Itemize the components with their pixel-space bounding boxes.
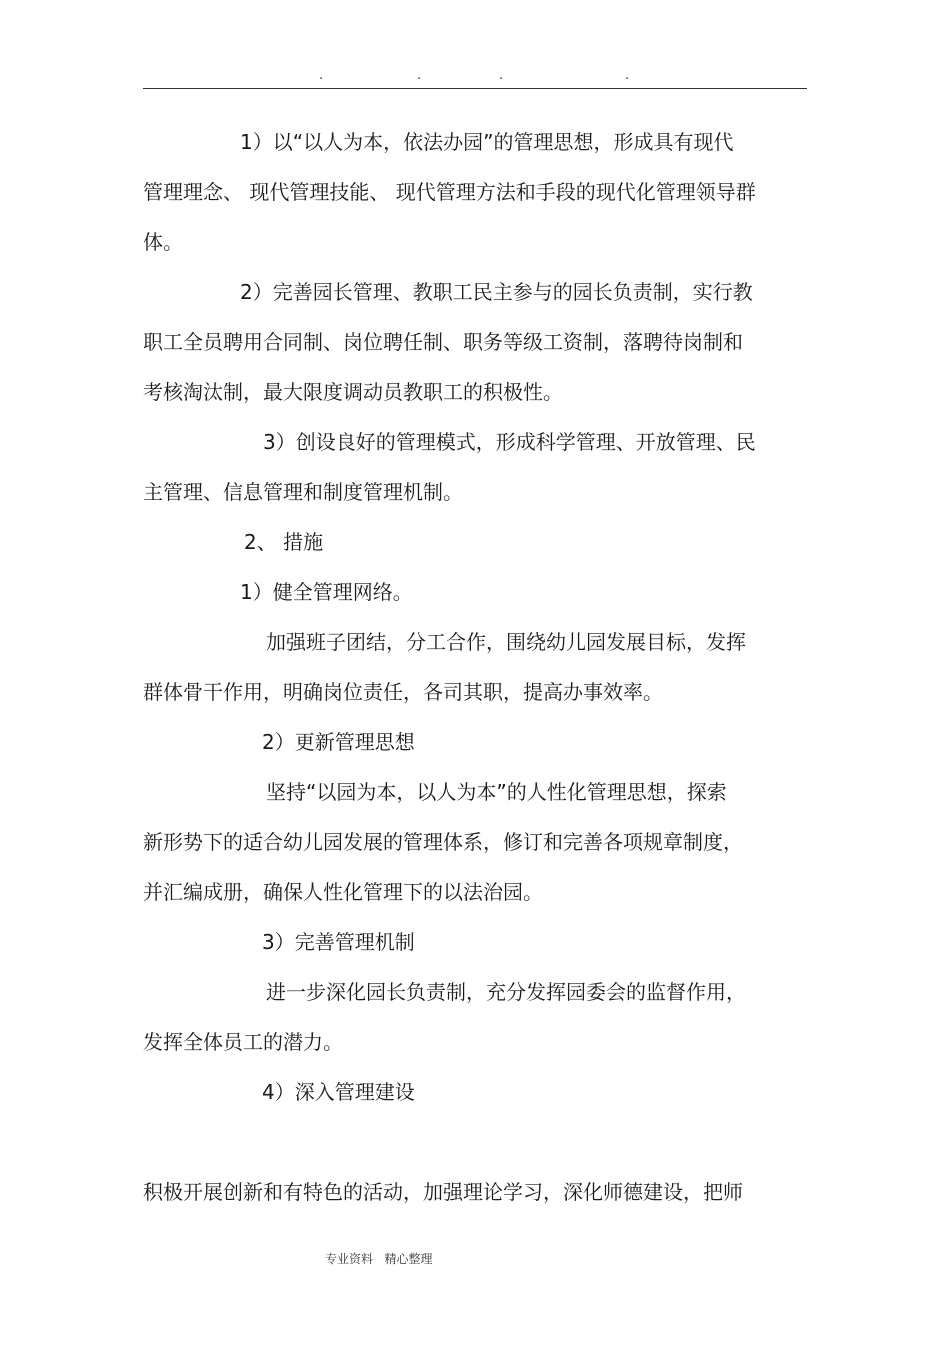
header-dot: . bbox=[319, 68, 324, 83]
subsection-heading: 3）完善管理机制 bbox=[262, 930, 415, 954]
paragraph-line: 2）完善园长管理、教职工民主参与的园长负责制，实行教 bbox=[240, 280, 753, 304]
paragraph-line: 群体骨干作用，明确岗位责任，各司其职，提高办事效率。 bbox=[143, 680, 663, 704]
paragraph-line: 进一步深化园长负责制，充分发挥园委会的监督作用， bbox=[266, 980, 746, 1004]
section-heading: 2、 措施 bbox=[244, 530, 324, 554]
paragraph-line: 新形势下的适合幼儿园发展的管理体系，修订和完善各项规章制度， bbox=[143, 830, 743, 854]
paragraph-line: 加强班子团结，分工合作，围绕幼儿园发展目标，发挥 bbox=[266, 630, 746, 654]
page-footer: 专业资料 精心整理 bbox=[325, 1252, 433, 1266]
header-dots bbox=[0, 68, 950, 84]
paragraph-line: 职工全员聘用合同制、岗位聘任制、职务等级工资制，落聘待岗制和 bbox=[143, 330, 743, 354]
paragraph-line: 并汇编成册，确保人性化管理下的以法治园。 bbox=[143, 880, 543, 904]
paragraph-line: 3）创设良好的管理模式，形成科学管理、开放管理、民 bbox=[263, 430, 756, 454]
subsection-heading: 1）健全管理网络。 bbox=[240, 580, 413, 604]
header-dot: . bbox=[417, 68, 422, 83]
subsection-heading: 2）更新管理思想 bbox=[262, 730, 415, 754]
header-dot: . bbox=[499, 68, 504, 83]
paragraph-line: 主管理、信息管理和制度管理机制。 bbox=[143, 480, 463, 504]
paragraph-line: 管理理念、 现代管理技能、 现代管理方法和手段的现代化管理领导群 bbox=[143, 180, 756, 204]
paragraph-line: 体。 bbox=[143, 230, 183, 254]
paragraph-line: 考核淘汰制，最大限度调动员教职工的积极性。 bbox=[143, 380, 563, 404]
header-dot: . bbox=[625, 68, 630, 83]
paragraph-line: 1）以“以人为本，依法办园”的管理思想，形成具有现代 bbox=[240, 130, 734, 154]
subsection-heading: 4）深入管理建设 bbox=[262, 1080, 415, 1104]
paragraph-line: 坚持“以园为本，以人为本”的人性化管理思想，探索 bbox=[266, 780, 727, 804]
paragraph-line: 发挥全体员工的潜力。 bbox=[143, 1030, 343, 1054]
paragraph-line: 积极开展创新和有特色的活动，加强理论学习，深化师德建设，把师 bbox=[143, 1180, 743, 1204]
header-rule bbox=[143, 88, 807, 89]
